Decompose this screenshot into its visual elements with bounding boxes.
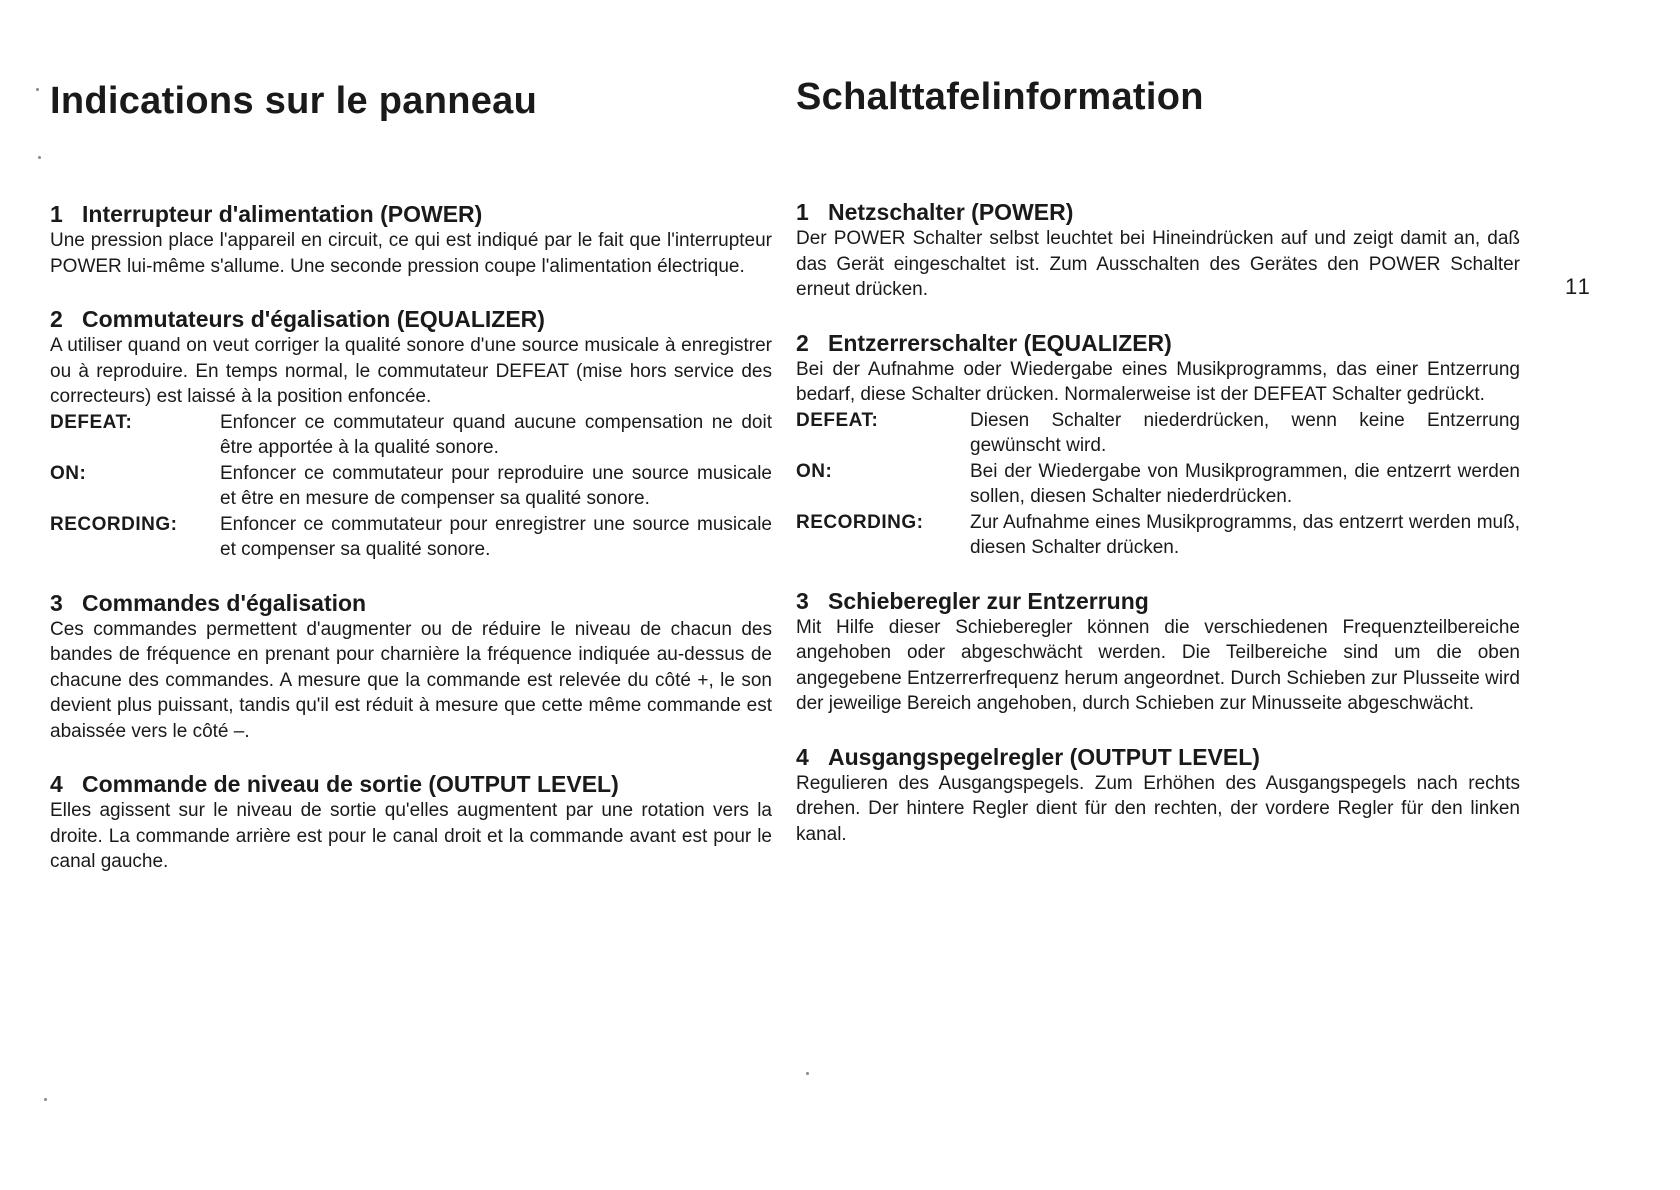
definition-text: Zur Aufnahme eines Musikprogramms, das entzerrt werden muß, diesen Schalter drücken.	[970, 511, 1520, 558]
section-heading	[50, 305, 772, 333]
section-title: Entzerrerschalter (EQUALIZER)	[828, 329, 1172, 356]
section-body: Ces commandes permettent d'augmenter ou de réduire le niveau de chacun des bandes de fréquence en prenant pour charnière la fréquence indiquée au-dessus de chacune des commandes. A mesure que la commande est relevée du côté +, le son devient plus puissant, tandis qu'il est réduit à mesure que cette même commande est abaissée vers le côté –.	[50, 618, 772, 742]
definition-list	[796, 408, 1520, 561]
definition-text: Enfoncer ce commutateur pour reproduire une source musicale et être en mesure de compenser sa qualité sonore.	[220, 462, 772, 509]
section-body: Bei der Aufnahme oder Wiedergabe eines Musikprogramms, das einer Entzerrung bedarf, diese Schalter drücken. Normalerweise ist der DEFEAT Schalter gedrückt.	[796, 358, 1520, 405]
definition-term: RECORDING:	[796, 511, 924, 533]
scan-speck	[44, 1098, 47, 1101]
section-body: Regulieren des Ausgangspegels. Zum Erhöhen des Ausgangspegels nach rechts drehen. Der hintere Regler dient für den rechten, der vordere Regler für den linken kanal.	[796, 772, 1520, 845]
section-heading	[796, 198, 1520, 226]
page-title-french: Indications sur le panneau	[50, 80, 538, 122]
section-heading	[796, 743, 1520, 771]
section-number: 3	[796, 587, 809, 614]
definition-on	[50, 461, 772, 512]
definition-term: RECORDING:	[50, 513, 178, 535]
section-eq-sliders-de	[796, 587, 1520, 717]
page-number: 11	[1565, 274, 1592, 299]
section-number: 2	[796, 329, 809, 356]
section-number: 4	[50, 771, 63, 797]
section-body: Der POWER Schalter selbst leuchtet bei Hineindrücken auf und zeigt damit an, daß das Gerät eingeschaltet ist. Zum Ausschalten des Gerätes den POWER Schalter erneut drücken.	[796, 228, 1520, 300]
section-title: Commande de niveau de sortie (OUTPUT LEVEL)	[82, 771, 619, 797]
german-sections	[796, 198, 1520, 873]
section-eq-controls-fr	[50, 589, 772, 745]
section-body: A utiliser quand on veut corriger la qualité sonore d'une source musicale à enregistrer ou à reproduire. En temps normal, le commutateur DEFEAT (mise hors service des correcteurs) est laissé à la position enfoncée.	[50, 335, 772, 407]
section-output-level-de	[796, 743, 1520, 848]
section-body: Elles agissent sur le niveau de sortie qu'elles augmentent par une rotation vers la droite. La commande arrière est pour le canal droit et la commande avant est pour le canal gauche.	[50, 800, 772, 872]
section-output-level-fr	[50, 770, 772, 875]
definition-text: Enfoncer ce commutateur quand aucune compensation ne doit être apportée à la qualité sonore.	[220, 411, 772, 458]
section-title: Commutateurs d'égalisation (EQUALIZER)	[82, 306, 545, 332]
definition-defeat	[796, 408, 1520, 459]
definition-term: ON:	[50, 462, 87, 484]
section-heading	[50, 200, 772, 228]
definition-on	[796, 459, 1520, 510]
definition-recording	[50, 512, 772, 563]
french-sections	[50, 200, 772, 901]
section-title: Ausgangspegelregler (OUTPUT LEVEL)	[828, 743, 1260, 770]
scan-speck	[36, 88, 39, 91]
definition-defeat	[50, 410, 772, 461]
section-number: 4	[796, 743, 809, 770]
section-heading	[50, 589, 772, 617]
definition-term: ON:	[796, 460, 833, 482]
section-power-de	[796, 198, 1520, 303]
section-heading	[796, 329, 1520, 357]
definition-term: DEFEAT:	[50, 411, 133, 433]
page-title-german: Schalttafelinformation	[796, 76, 1204, 118]
section-equalizer-fr	[50, 305, 772, 563]
section-heading	[50, 770, 772, 798]
section-number: 1	[50, 201, 63, 227]
definition-text: Enfoncer ce commutateur pour enregistrer une source musicale et compenser sa qualité sonore.	[220, 513, 772, 560]
section-power-fr	[50, 200, 772, 279]
section-body: Une pression place l'appareil en circuit, ce qui est indiqué par le fait que l'interrupteur POWER lui-même s'allume. Une seconde pression coupe l'alimentation électrique.	[50, 230, 772, 277]
section-title: Interrupteur d'alimentation (POWER)	[82, 201, 483, 227]
scan-speck	[806, 1072, 809, 1075]
section-title: Commandes d'égalisation	[82, 589, 367, 616]
definition-list	[50, 410, 772, 563]
section-title: Netzschalter (POWER)	[828, 199, 1074, 225]
section-number: 1	[796, 199, 809, 225]
section-body: Mit Hilfe dieser Schieberegler können die verschiedenen Frequenzteilbereiche angehoben oder abgeschwächt werden. Die Teilbereiche sind um die oben angegebene Entzerrerfrequenz herum angeordnet. Durch Schieben zur Plusseite wird der jeweilige Bereich angehoben, durch Schieben zur Minusseite abgeschwächt.	[796, 616, 1520, 714]
definition-text: Diesen Schalter niederdrücken, wenn keine Entzerrung gewünscht wird.	[970, 409, 1520, 456]
section-heading	[796, 587, 1520, 615]
section-equalizer-de	[796, 329, 1520, 561]
definition-term: DEFEAT:	[796, 409, 879, 431]
definition-text: Bei der Wiedergabe von Musikprogrammen, die entzerrt werden sollen, diesen Schalter niederdrücken.	[970, 460, 1520, 507]
section-number: 2	[50, 306, 63, 332]
section-number: 3	[50, 589, 63, 616]
scan-speck	[38, 156, 41, 159]
definition-recording	[796, 510, 1520, 561]
section-title: Schieberegler zur Entzerrung	[828, 587, 1149, 614]
